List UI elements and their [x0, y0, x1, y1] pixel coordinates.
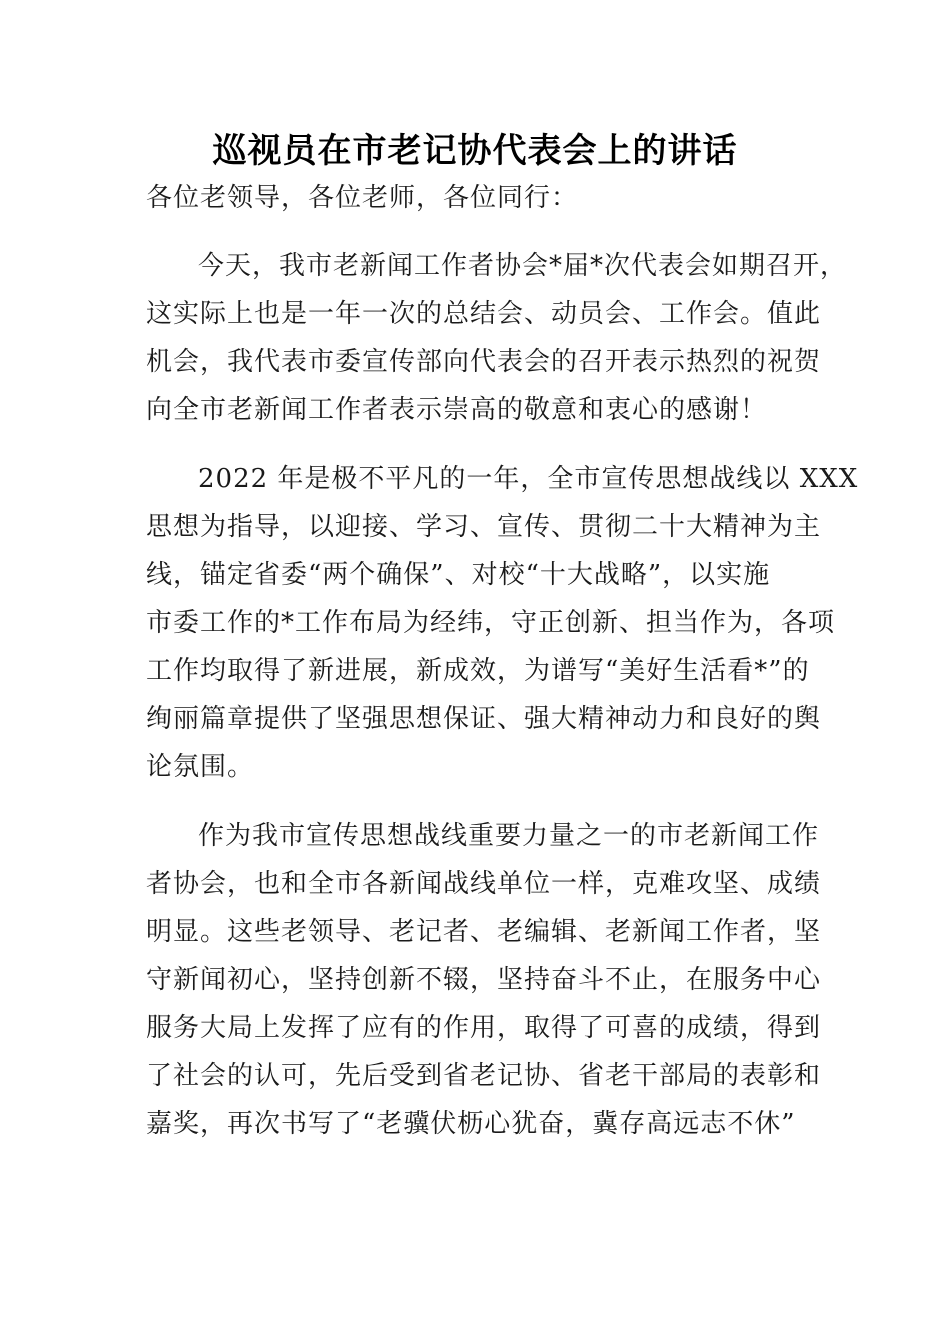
paragraph-line: 者协会，也和全市各新闻战线单位一样，克难攻坚、成绩 [146, 869, 822, 899]
paragraph-opening [146, 242, 848, 434]
paragraph-line: 线，锚定省委“两个确保”、对校“十大战略”，以实施 [146, 560, 771, 590]
paragraph-2022-review [146, 455, 859, 791]
document-body [146, 174, 859, 1169]
greeting-line: 各位老领导，各位老师，各位同行： [146, 183, 579, 213]
paragraph-line: 了社会的认可，先后受到省老记协、省老干部局的表彰和 [146, 1061, 822, 1091]
paragraph-line: 绚丽篇章提供了坚强思想保证、强大精神动力和良好的舆 [146, 704, 822, 734]
paragraph-line: 今天，我市老新闻工作者协会*届*次代表会如期召开， [198, 251, 848, 281]
paragraph-line: 作为我市宣传思想战线重要力量之一的市老新闻工作 [198, 821, 820, 851]
document-title: 巡视员在市老记协代表会上的讲话 [212, 131, 738, 171]
paragraph-line: 明显。这些老领导、老记者、老编辑、老新闻工作者，坚 [146, 917, 822, 947]
paragraph-line: 市委工作的*工作布局为经纬，守正创新、担当作为，各项 [146, 608, 836, 638]
paragraph-line: 论氛围。 [146, 752, 255, 782]
paragraph-line: 这实际上也是一年一次的总结会、动员会、工作会。值此 [146, 299, 822, 329]
paragraph-line: 嘉奖，再次书写了“老骥伏枥心犹奋，冀存高远志不休” [146, 1109, 796, 1139]
paragraph-line: 机会，我代表市委宣传部向代表会的召开表示热烈的祝贺 [146, 347, 822, 377]
paragraph-line: 守新闻初心，坚持创新不辍，坚持奋斗不止，在服务中心 [146, 965, 822, 995]
paragraph-line: 工作均取得了新进展，新成效，为谱写“美好生活看*”的 [146, 656, 810, 686]
paragraph-line: 思想为指导，以迎接、学习、宣传、贯彻二十大精神为主 [146, 512, 822, 542]
paragraph-line: 2022 年是极不平凡的一年，全市宣传思想战线以 XXX [198, 464, 859, 494]
paragraph-association-achievements [146, 812, 822, 1148]
paragraph-line: 服务大局上发挥了应有的作用，取得了可喜的成绩，得到 [146, 1013, 822, 1043]
paragraph-line: 向全市老新闻工作者表示崇高的敬意和衷心的感谢！ [146, 395, 768, 425]
